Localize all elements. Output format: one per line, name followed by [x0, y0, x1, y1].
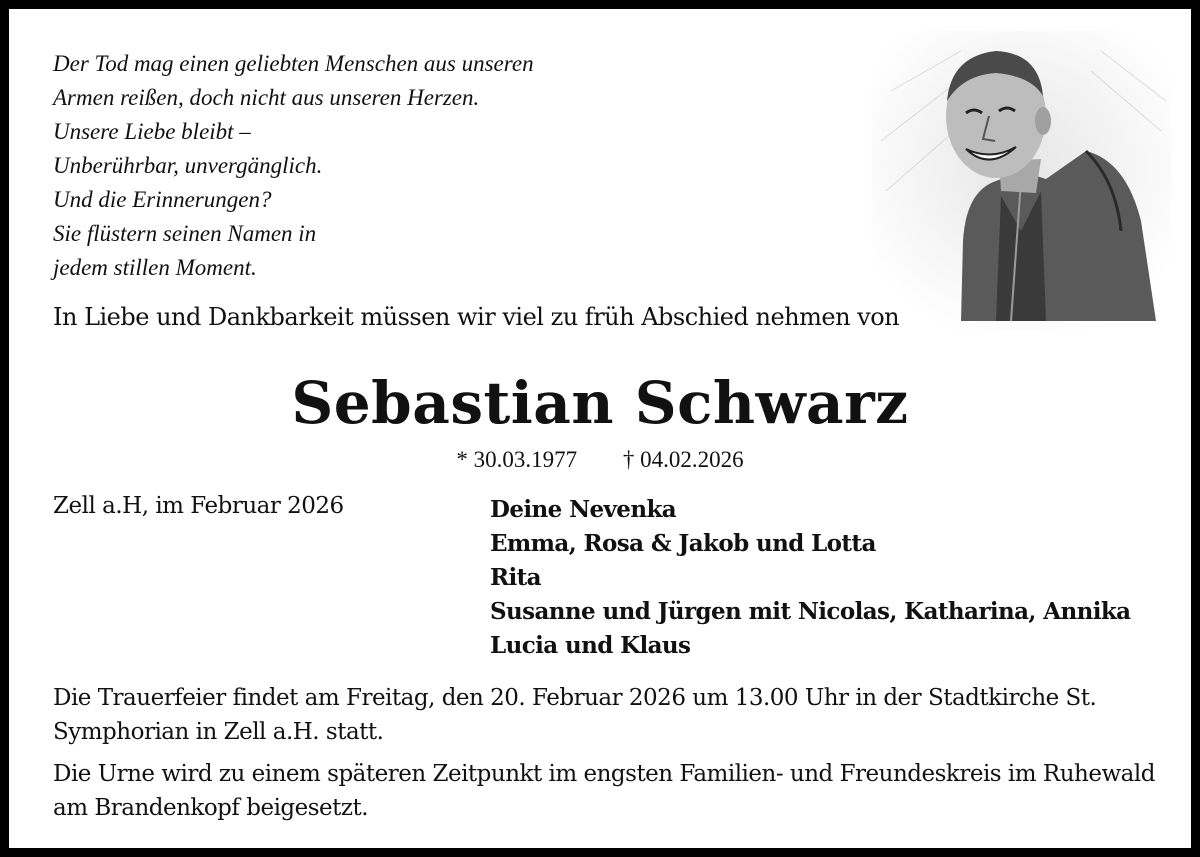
life-dates	[9, 447, 1191, 473]
poem-line: Unberührbar, unvergänglich.	[53, 153, 323, 178]
mourner-line: Susanne und Jürgen mit Nicolas, Katharina, Annika	[490, 598, 1131, 625]
poem-line: jedem stillen Moment.	[53, 255, 257, 280]
poem-line: Armen reißen, doch nicht aus unseren Herzen.	[53, 85, 480, 110]
deceased-name: Sebastian Schwarz	[291, 369, 909, 437]
death-date: † 04.02.2026	[622, 447, 744, 472]
birth-date: * 30.03.1977	[456, 447, 578, 472]
poem-line: Der Tod mag einen geliebten Menschen aus unseren	[53, 51, 534, 76]
poem-line: Unsere Liebe bleibt –	[53, 119, 251, 144]
portrait-sketch	[871, 31, 1171, 331]
intro-text: In Liebe und Dankbarkeit müssen wir viel zu früh Abschied nehmen von	[53, 303, 900, 331]
poem-line: Sie flüstern seinen Namen in	[53, 221, 317, 246]
mourner-line: Deine Nevenka	[490, 496, 677, 523]
funeral-info: Die Trauerfeier findet am Freitag, den 20. Februar 2026 um 13.00 Uhr in der Stadtkirche St. Symphorian in Zell a.H. statt.	[53, 685, 1097, 745]
poem-line: Und die Erinnerungen?	[53, 187, 272, 212]
poem	[53, 47, 534, 285]
urn-info: Die Urne wird zu einem späteren Zeitpunkt im engsten Familien- und Freundeskreis im Ruhewald am Brandenkopf beigesetzt.	[53, 761, 1155, 821]
place-date: Zell a.H, im Februar 2026	[53, 493, 344, 519]
mourners-list	[490, 493, 1131, 663]
mourner-line: Emma, Rosa & Jakob und Lotta	[490, 530, 876, 557]
mourner-line: Lucia und Klaus	[490, 632, 691, 659]
mourner-line: Rita	[490, 564, 541, 591]
